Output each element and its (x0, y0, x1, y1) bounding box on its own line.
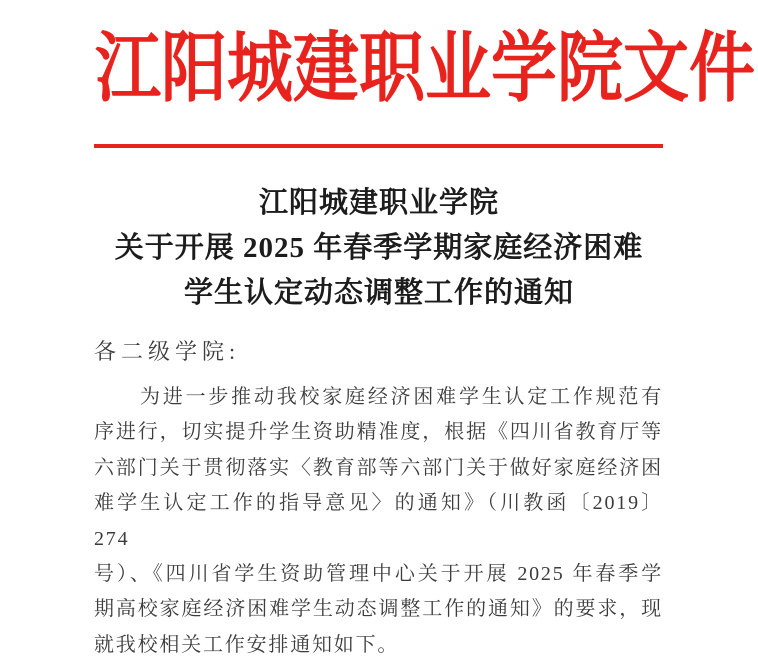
document-body (94, 336, 663, 663)
paragraph-line: 难学生认定工作的指导意见〉的通知》（川教函〔2019〕274 (94, 492, 663, 550)
masthead-title: 江阳城建职业学院文件 (95, 27, 755, 113)
document-title-line-1: 江阳城建职业学院 (258, 187, 499, 219)
paragraph-line: 六部门关于贯彻落实〈教育部等六部门关于做好家庭经济困 (94, 456, 663, 479)
paragraph-line: 号）、《四川省学生资助管理中心关于开展 2025 年春季学 (94, 563, 663, 586)
document-title-line-2: 关于开展 2025 年春季学期家庭经济困难 (114, 232, 644, 264)
paragraph-line: 期高校家庭经济困难学生动态调整工作的通知》的要求，现 (94, 598, 663, 621)
document-title (95, 181, 663, 316)
paragraph-line: 就我校相关工作安排通知如下。 (94, 633, 400, 656)
paragraph-line: 序进行，切实提升学生资助精准度，根据《四川省教育厅等 (94, 421, 663, 444)
masthead-divider-line (94, 144, 663, 148)
document-title-line-3: 学生认定动态调整工作的通知 (183, 277, 574, 309)
paragraph-line: 为进一步推动我校家庭经济困难学生认定工作规范有 (140, 386, 663, 408)
salutation-line: 各二级学院: (94, 339, 241, 364)
